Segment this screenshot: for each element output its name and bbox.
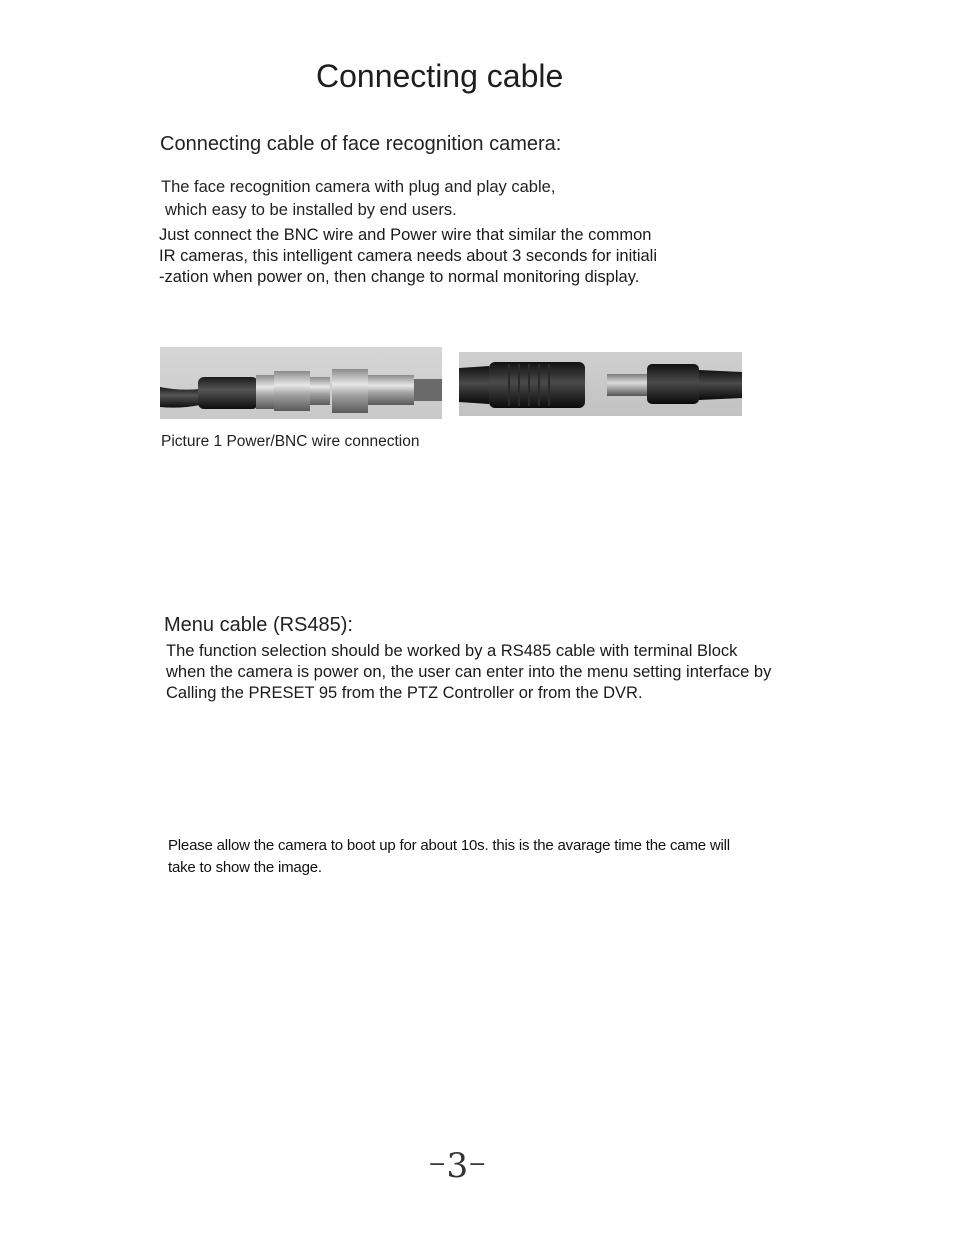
- picture-caption: Picture 1 Power/BNC wire connection: [161, 433, 420, 450]
- note-line: take to show the image.: [168, 859, 322, 876]
- page-number-dash-left: −: [428, 1152, 447, 1177]
- paragraph-line: Calling the PRESET 95 from the PTZ Controller or from the DVR.: [166, 684, 643, 702]
- bnc-connector-photo: [160, 347, 442, 419]
- note-line: Please allow the camera to boot up for about 10s. this is the avarage time the came will: [168, 837, 730, 854]
- paragraph-line: The function selection should be worked by a RS485 cable with terminal Block: [166, 642, 738, 660]
- section-heading-menu-cable: Menu cable (RS485):: [164, 614, 353, 636]
- menu-cable-paragraph: [166, 641, 771, 704]
- paragraph-line: -zation when power on, then change to normal monitoring display.: [159, 268, 640, 286]
- connection-paragraph: [159, 225, 657, 288]
- page-number-value: 3: [446, 1146, 469, 1186]
- boot-note: [168, 835, 730, 879]
- paragraph-line: when the camera is power on, the user can enter into the menu setting interface by: [166, 663, 772, 681]
- page-title: Connecting cable: [316, 58, 564, 94]
- power-connector-photo: [459, 352, 742, 416]
- paragraph-line: Just connect the BNC wire and Power wire that similar the common: [159, 226, 652, 244]
- paragraph-line: IR cameras, this intelligent camera needs about 3 seconds for initiali: [159, 247, 658, 265]
- section-heading-face-camera: Connecting cable of face recognition camera:: [160, 133, 562, 155]
- page-number: [428, 1146, 487, 1186]
- intro-line-2: which easy to be installed by end users.: [165, 201, 457, 219]
- page-number-dash-right: −: [468, 1152, 487, 1177]
- intro-line-1: The face recognition camera with plug and play cable,: [161, 178, 556, 196]
